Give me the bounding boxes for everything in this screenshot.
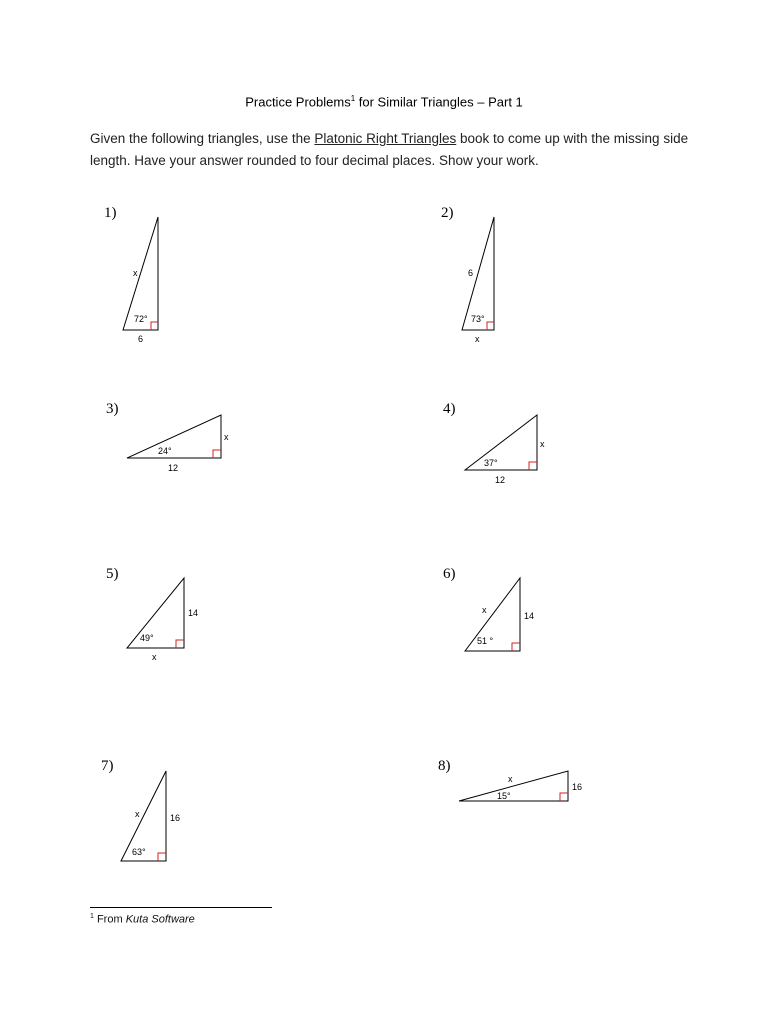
problem-2-number: 2) <box>441 205 454 221</box>
footnote-marker: 1 <box>90 913 94 920</box>
footnote <box>90 913 195 926</box>
problem-6-side-b: 14 <box>524 611 535 621</box>
problem-5-number: 5) <box>106 566 119 582</box>
problem-4-number: 4) <box>443 401 456 417</box>
right-angle-marker <box>560 793 568 801</box>
problem-1-side-a: x <box>133 268 138 278</box>
problem-5-angle: 49° <box>140 633 154 643</box>
problem-2-side-b: x <box>475 334 480 344</box>
problem-8-side-b: 16 <box>572 782 583 792</box>
problem-3-side-a: x <box>224 432 229 442</box>
footnote-divider <box>90 907 272 908</box>
footnote-prefix: From <box>93 913 126 926</box>
problem-4-side-a: x <box>540 439 545 449</box>
problem-2-angle: 73° <box>471 314 485 324</box>
title-prefix: Practice Problems <box>245 94 351 110</box>
book-link[interactable]: Platonic Right Triangles <box>314 131 457 146</box>
problem-5-side-a: 14 <box>188 608 199 618</box>
problem-5-side-b: x <box>152 652 157 662</box>
problem-7-angle: 63° <box>132 847 146 857</box>
problem-3-angle: 24° <box>158 446 172 456</box>
problem-3-side-b: 12 <box>168 463 179 473</box>
problem-4-side-b: 12 <box>495 475 506 485</box>
problem-1-angle: 72° <box>134 314 148 324</box>
problem-3-number: 3) <box>106 401 119 417</box>
problem-7-side-b: 16 <box>170 813 181 823</box>
problem-1-number: 1) <box>104 205 117 221</box>
problem-8-number: 8) <box>438 758 451 774</box>
problem-7-side-a: x <box>135 809 140 819</box>
problem-8-angle: 15° <box>497 791 511 801</box>
instructions-after: book to come up with the missing side length. Have your answer rounded to four decimal places. Show your work. <box>90 131 689 168</box>
footnote-source: Kuta Software <box>125 913 195 926</box>
problem-6-angle: 51 ° <box>477 636 494 646</box>
problem-2-side-a: 6 <box>468 268 474 278</box>
problem-1-side-b: 6 <box>138 334 144 344</box>
problem-4-angle: 37° <box>484 458 498 468</box>
problem-6-side-a: x <box>482 605 487 615</box>
instructions-before: Given the following triangles, use the <box>90 131 315 146</box>
problem-8-side-a: x <box>508 774 513 784</box>
title-suffix: for Similar Triangles – Part 1 <box>355 94 523 110</box>
problem-7-number: 7) <box>101 758 114 774</box>
title-footnote-ref: 1 <box>350 94 356 103</box>
problem-6-number: 6) <box>443 566 456 582</box>
